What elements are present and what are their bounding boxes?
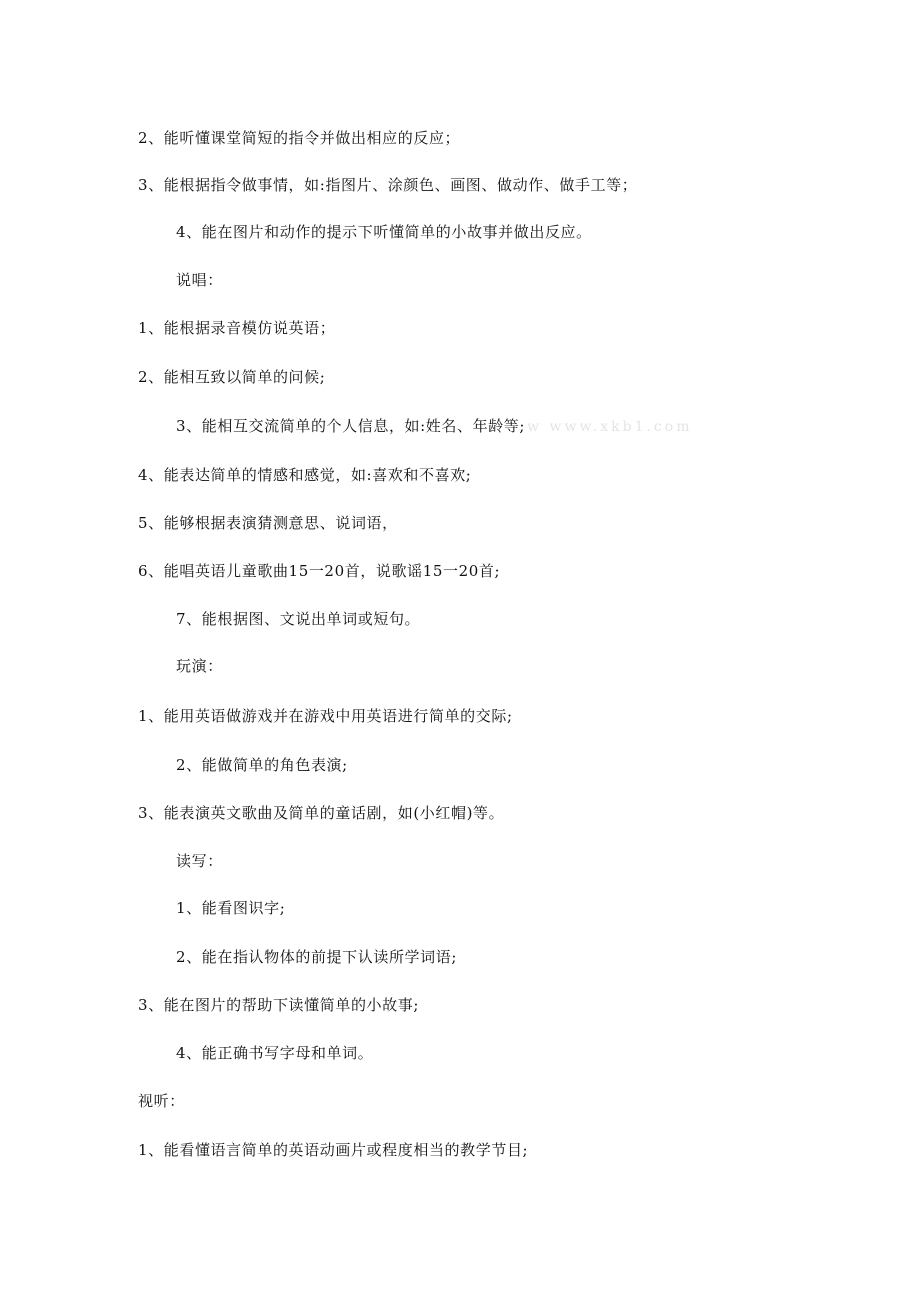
text-line: 7、能根据图、文说出单词或短句。	[176, 610, 421, 628]
text-line: 1、能看懂语言简单的英语动画片或程度相当的教学节目;	[138, 1141, 529, 1159]
text-line: 3、能在图片的帮助下读懂简单的小故事;	[138, 996, 419, 1014]
text-line: 1、能看图识字;	[176, 899, 286, 917]
text-line: 4、能在图片和动作的提示下听懂简单的小故事并做出反应。	[176, 223, 592, 241]
text-line: 1、能根据录音模仿说英语；	[138, 319, 336, 337]
section-heading: 说唱：	[176, 271, 223, 289]
text-line: 4、能正确书写字母和单词。	[176, 1044, 374, 1062]
text-line: 3、能表演英文歌曲及简单的童话剧，如(小红帽)等。	[138, 804, 505, 822]
text-line: 5、能够根据表演猜测意思、说词语，	[138, 514, 398, 532]
text-line-with-watermark	[176, 416, 692, 437]
text-line: 3、能根据指令做事情，如:指图片、涂颜色、画图、做动作、做手工等；	[138, 176, 638, 194]
text-line: 4、能表达简单的情感和感觉，如:喜欢和不喜欢;	[138, 466, 472, 484]
section-heading: 读写：	[176, 852, 223, 870]
section-heading: 视听：	[138, 1092, 185, 1110]
text-line: 1、能用英语做游戏并在游戏中用英语进行简单的交际;	[138, 707, 513, 725]
text-line: 2、能相互致以简单的问候;	[138, 368, 326, 386]
text-line: 3、能相互交流简单的个人信息，如:姓名、年龄等;	[176, 417, 526, 435]
text-line: 2、能听懂课堂简短的指令并做出相应的反应；	[138, 129, 461, 147]
text-line: 2、能在指认物体的前提下认读所学词语;	[176, 948, 457, 966]
section-heading: 玩演：	[176, 657, 223, 675]
text-line: 6、能唱英语儿童歌曲15一20首，说歌谣15一20首;	[138, 562, 501, 580]
watermark-text: w www.xkb1.com	[527, 419, 693, 435]
text-line: 2、能做简单的角色表演;	[176, 756, 348, 774]
